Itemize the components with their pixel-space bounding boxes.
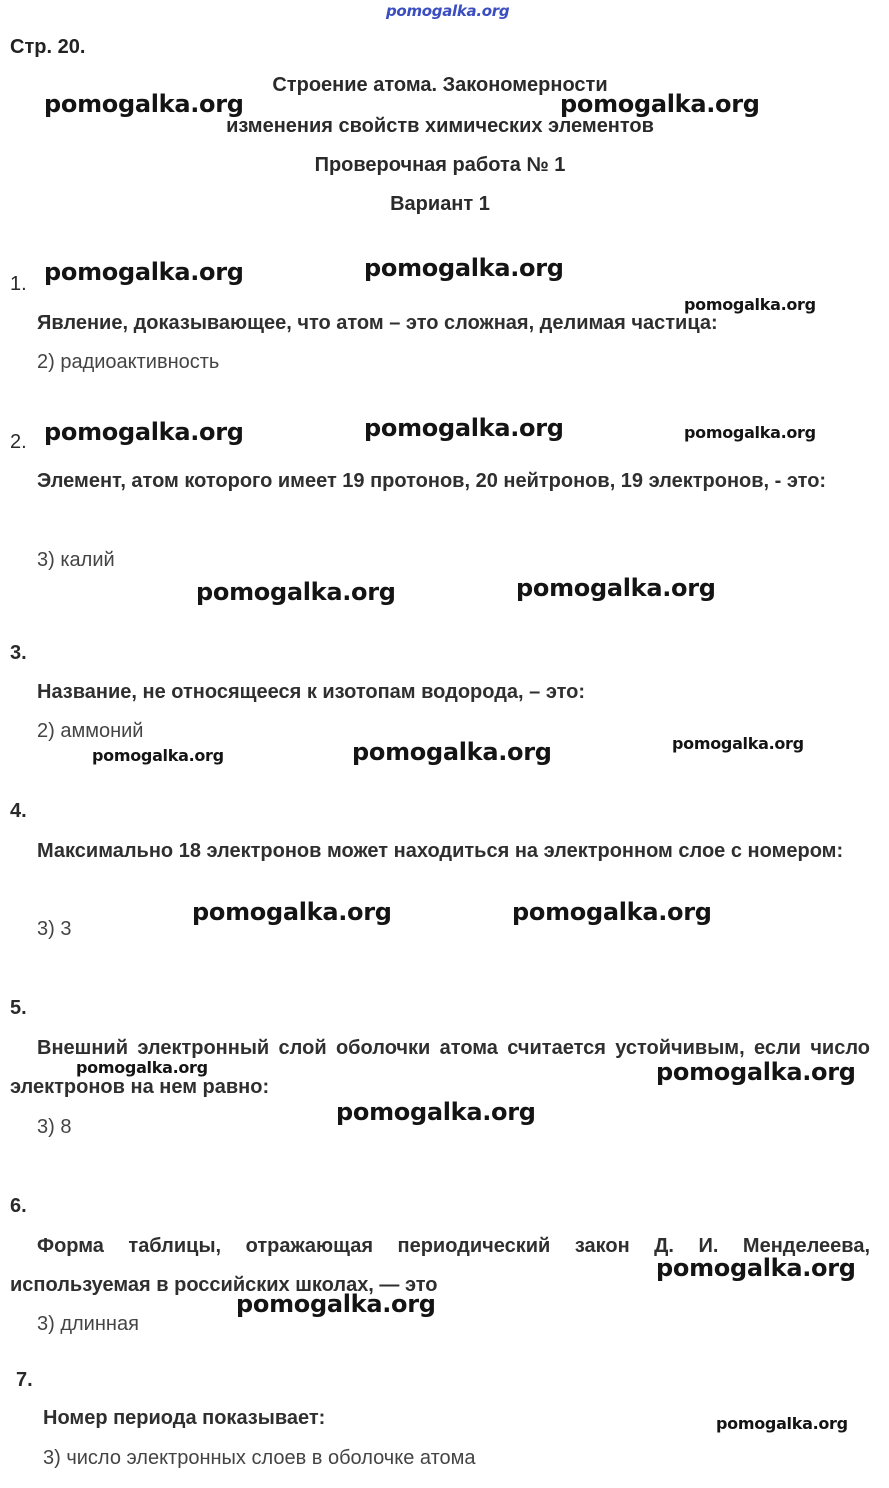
- watermark-text: pomogalka.org: [684, 423, 816, 442]
- watermark-text: pomogalka.org: [76, 1058, 208, 1077]
- question-number: 7.: [16, 1369, 33, 1391]
- question-text: Внешний электронный слой оболочки атома считается устойчивым, если число электронов на нем равно:: [10, 1037, 870, 1098]
- question-number: 5.: [10, 997, 27, 1019]
- answer-text: 3) калий: [37, 549, 115, 571]
- question-number: 2.: [10, 431, 27, 453]
- watermark-text: pomogalka.org: [516, 574, 716, 602]
- watermark-text: pomogalka.org: [560, 90, 760, 118]
- question-text: Элемент, атом которого имеет 19 протонов, 20 нейтронов, 19 электронов, - это:: [37, 470, 827, 492]
- watermark-text: pomogalka.org: [92, 746, 224, 765]
- answer-text: 3) 3: [37, 918, 72, 940]
- site-watermark-top: pomogalka.org: [386, 2, 510, 20]
- question-number: 1.: [10, 273, 27, 295]
- watermark-text: pomogalka.org: [236, 1290, 436, 1318]
- watermark-text: pomogalka.org: [336, 1098, 536, 1126]
- watermark-text: pomogalka.org: [352, 738, 552, 766]
- watermark-text: pomogalka.org: [716, 1414, 848, 1433]
- question-text: Форма таблицы, отражающая периодический закон Д. И. Менделеева, используемая в российских школах, — это: [10, 1235, 870, 1296]
- question-number: 4.: [10, 800, 27, 822]
- watermark-text: pomogalka.org: [672, 734, 804, 753]
- watermark-text: pomogalka.org: [512, 898, 712, 926]
- answer-text: 2) радиоактивность: [37, 351, 220, 373]
- question-text: Номер периода показывает:: [43, 1407, 326, 1429]
- watermark-text: pomogalka.org: [44, 258, 244, 286]
- question-text: Максимально 18 электронов может находиться на электронном слое с номером:: [37, 840, 844, 862]
- title-line-2: изменения свойств химических элементов: [226, 115, 654, 137]
- watermark-text: pomogalka.org: [656, 1058, 856, 1086]
- answer-text: 3) 8: [37, 1116, 72, 1138]
- question-number: 3.: [10, 642, 27, 664]
- answer-text: 3) длинная: [37, 1313, 139, 1335]
- watermark-text: pomogalka.org: [196, 578, 396, 606]
- answer-text: 3) число электронных слоев в оболочке атома: [43, 1447, 476, 1469]
- question-text: Название, не относящееся к изотопам водорода, – это:: [37, 681, 586, 703]
- question-number: 6.: [10, 1195, 27, 1217]
- variant-title: Вариант 1: [390, 193, 490, 215]
- watermark-text: pomogalka.org: [44, 418, 244, 446]
- watermark-text: pomogalka.org: [44, 90, 244, 118]
- watermark-text: pomogalka.org: [364, 414, 564, 442]
- watermark-text: pomogalka.org: [684, 295, 816, 314]
- watermark-text: pomogalka.org: [192, 898, 392, 926]
- watermark-text: pomogalka.org: [364, 254, 564, 282]
- watermark-text: pomogalka.org: [656, 1254, 856, 1282]
- title-line-1: Строение атома. Закономерности: [272, 74, 608, 96]
- page-label: Стр. 20.: [10, 36, 86, 58]
- work-title: Проверочная работа № 1: [314, 154, 566, 176]
- question-text: Явление, доказывающее, что атом – это сложная, делимая частица:: [37, 312, 718, 334]
- answer-text: 2) аммоний: [37, 720, 144, 742]
